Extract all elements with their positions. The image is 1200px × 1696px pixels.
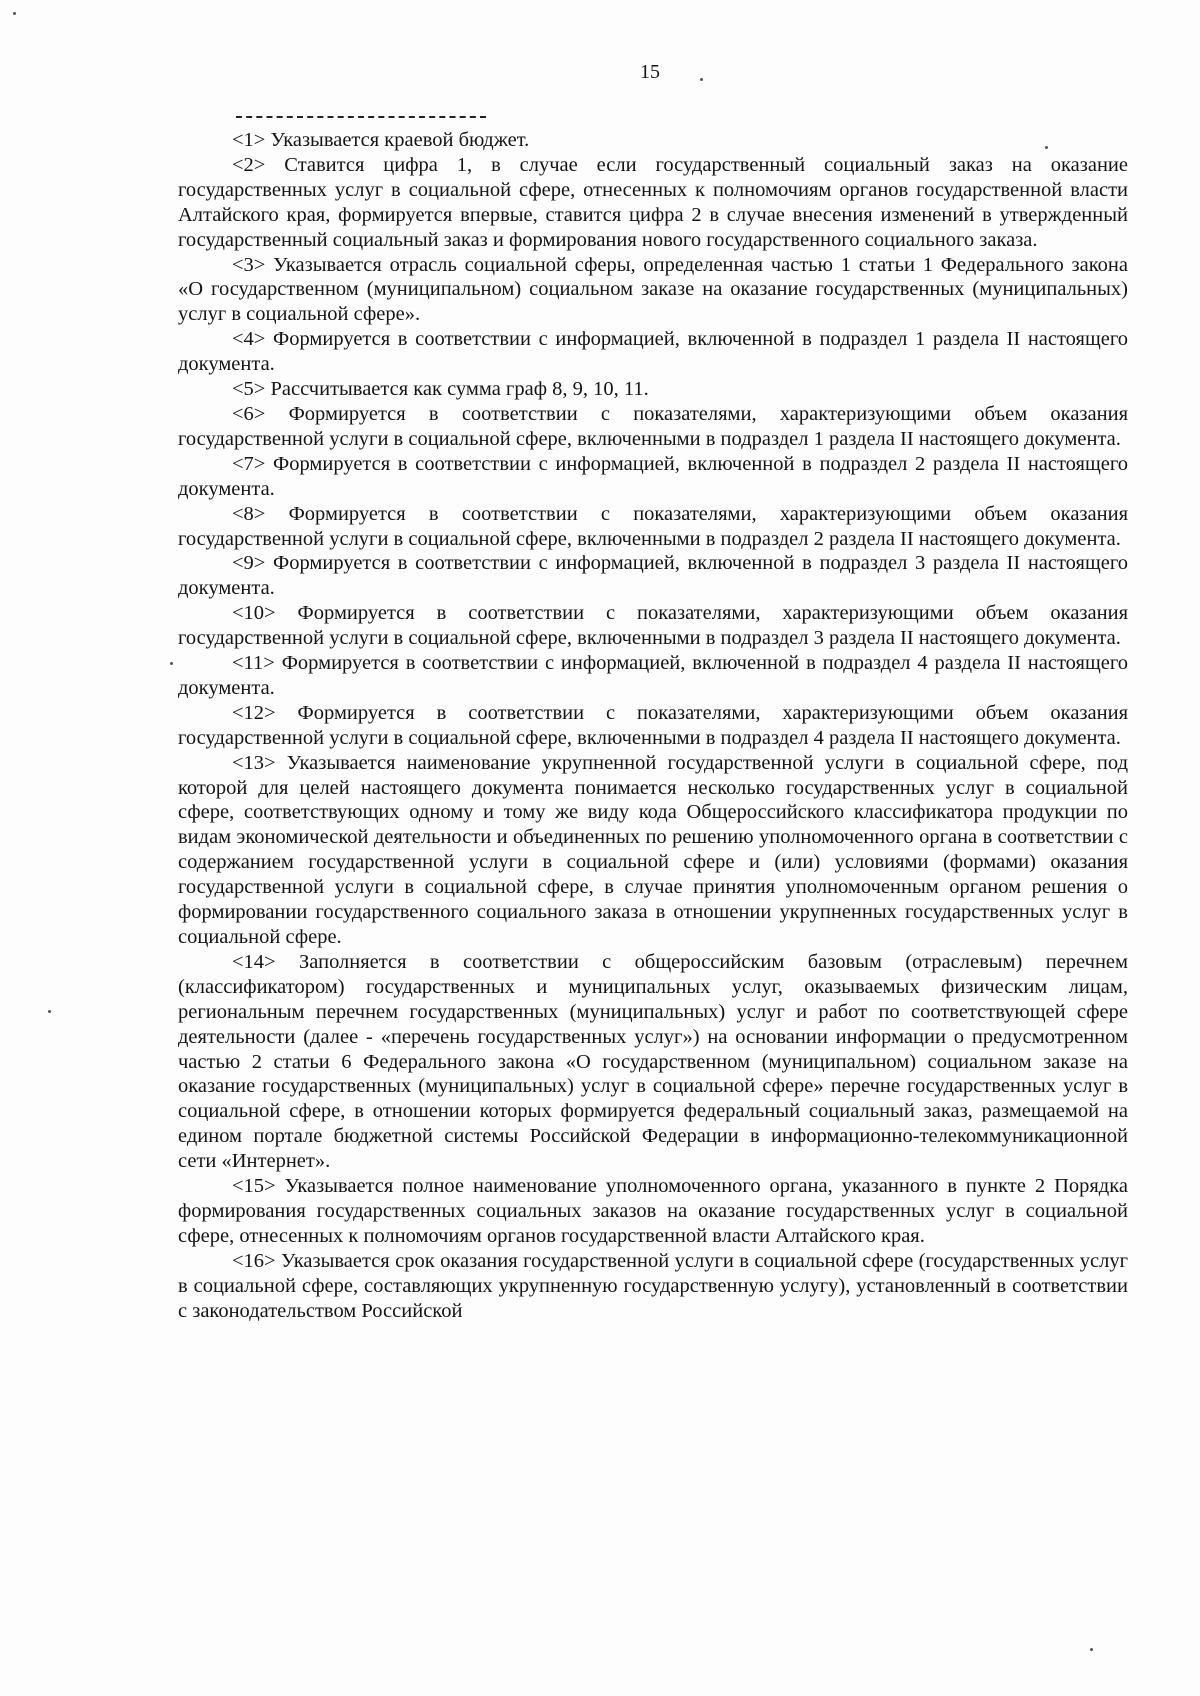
footnote-13: <13> Указывается наименование укрупненной государственной услуги в социальной сфере, под которой для целей настоящего документа понимается несколько государственных услуг в социальной сфере, соответствующих одному и тому же виду кода Общероссийского классификатора продукции по видам экономической деятельности и объединенных по решению уполномоченного органа в соответствии с содержанием государственной услуги в социальной сфере и (или) условиями (формами) оказания государственной услуги в социальной сфере, в случае принятия уполномоченным органом решения о формировании государственного социального заказа в отношении укрупненных государственных услуг в социальной сфере. [178, 751, 1128, 948]
footnote-12: <12> Формируется в соответствии с показателями, характеризующими объем оказания государственной услуги в социальной сфере, включенными в подраздел 4 раздела II настоящего документа. [178, 701, 1128, 749]
scan-speck [700, 78, 703, 81]
page-number: 15 [640, 61, 660, 83]
footnote-11: <11> Формируется в соответствии с информацией, включенной в подраздел 4 раздела II настоящего документа. [178, 652, 1128, 699]
scan-speck [48, 1010, 51, 1013]
footnote-6: <6> Формируется в соответствии с показателями, характеризующими объем оказания государственной услуги в социальной сфере, включенными в подраздел 1 раздела II настоящего документа. [178, 402, 1128, 450]
footnote-9: <9> Формируется в соответствии с информацией, включенной в подраздел 3 раздела II настоящего документа. [178, 552, 1128, 600]
scan-speck [170, 662, 173, 665]
footnote-16: <16> Указывается срок оказания государственной услуги в социальной сфере (государственных услуг в социальной сфере, составляющих укрупненную государственную услугу), установленный в соответствии с законодательством Российской [178, 1249, 1128, 1322]
footnote-1: <1> Указывается краевой бюджет. [232, 129, 530, 151]
footnote-2: <2> Ставится цифра 1, в случае если государственный социальный заказ на оказание государственных услуг в социальной сфере, отнесенных к полномочиям органов государственной власти Алтайского края, формируется впервые, ставится цифра 2 в случае внесения изменений в утвержденный государственный социальный заказ и формирования нового государственного социального заказа. [178, 153, 1128, 251]
footnote-3: <3> Указывается отрасль социальной сферы, определенная частью 1 статьи 1 Федерального закона «О государственном (муниципальном) социальном заказе на оказание государственных (муниципальных) услуг в социальной сфере». [178, 253, 1128, 326]
footnote-10: <10> Формируется в соответствии с показателями, характеризующими объем оказания государственной услуги в социальной сфере, включенными в подраздел 3 раздела II настоящего документа. [178, 602, 1128, 650]
footnote-8: <8> Формируется в соответствии с показателями, характеризующими объем оказания государственной услуги в социальной сфере, включенными в подраздел 2 раздела II настоящего документа. [178, 502, 1128, 550]
scan-speck [13, 12, 16, 15]
footnote-15: <15> Указывается полное наименование уполномоченного органа, указанного в пункте 2 Порядка формирования государственных социальных заказов на оказание государственных услуг в социальной сфере, отнесенных к полномочиям органов государственной власти Алтайского края. [178, 1175, 1128, 1247]
footnote-separator [236, 116, 486, 118]
footnote-14: <14> Заполняется в соответствии с общероссийским базовым (отраслевым) перечнем (классификатором) государственных и муниципальных услуг, оказываемых физическим лицам, региональным перечнем государственных (муниципальных) услуг и работ по соответствующей сфере деятельности (далее - «перечень государственных услуг») на основании информации о предусмотренном частью 2 статьи 6 Федерального закона «О государственном (муниципальном) социальном заказе на оказание государственных (муниципальных) услуг в социальной сфере» перечне государственных услуг в социальной сфере, в отношении которых формируется федеральный социальный заказ, размещаемой на едином портале бюджетной системы Российской Федерации в информационно-телекоммуникационной сети «Интернет». [178, 950, 1128, 1173]
scan-speck [1045, 146, 1048, 149]
footnote-4: <4> Формируется в соответствии с информацией, включенной в подраздел 1 раздела II настоящего документа. [178, 328, 1128, 376]
footnote-7: <7> Формируется в соответствии с информацией, включенной в подраздел 2 раздела II настоящего документа. [178, 452, 1128, 500]
scan-speck [1090, 1648, 1093, 1651]
footnotes-list [178, 128, 1128, 1324]
footnote-5: <5> Рассчитывается как сумма граф 8, 9, 10, 11. [232, 378, 649, 401]
